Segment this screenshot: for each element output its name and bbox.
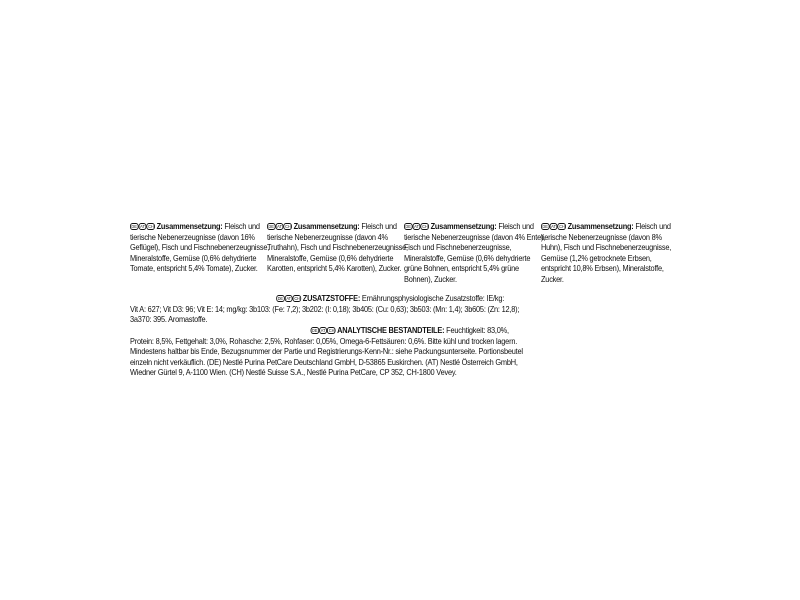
country-code-at: AT (140, 224, 145, 229)
country-code-de: DE (277, 296, 284, 301)
composition-column-4 (541, 221, 680, 285)
country-code-ch: CH (328, 328, 335, 333)
country-code-ch: CH (285, 224, 291, 229)
additives-text-line: Ernährungsphysiologische Zusatzstoffe: IE/kg: (361, 293, 505, 303)
composition-text-line: Fleisch und (224, 221, 260, 231)
composition-heading: Zusammensetzung: (430, 221, 497, 231)
composition-text-line: Zucker. (541, 273, 564, 284)
analytical-text-line: einzeln nicht verkäuflich. (DE) Nestlé Purina PetCare Deutschland GmbH, D-53865 Euskirchen. (AT) Nestlé Österreich GmbH, (130, 356, 518, 367)
country-code-badges (267, 221, 293, 232)
composition-heading: Zusammensetzung: (293, 221, 360, 231)
composition-text-line: Mineralstoffe, Gemüse (0,6% dehydrierte (267, 252, 394, 263)
composition-text-line: Fisch und Fischnebenerzeugnisse, (404, 242, 512, 253)
composition-column-3 (404, 221, 546, 285)
composition-heading: Zusammensetzung: (156, 221, 223, 231)
country-code-at: AT (286, 296, 292, 301)
country-code-badges (130, 221, 156, 232)
composition-text-line: grüne Bohnen, entspricht 5,4% grüne (404, 263, 519, 274)
additives-heading: ZUSATZSTOFFE: (302, 293, 361, 303)
country-code-badges (276, 293, 302, 304)
composition-column-2 (267, 221, 406, 274)
additives-text-line: 3a370: 395. Aromastoffe. (130, 314, 208, 325)
country-code-de: DE (542, 224, 548, 229)
country-code-at: AT (414, 224, 419, 229)
analytical-heading: ANALYTISCHE BESTANDTEILE: (337, 325, 445, 335)
country-code-ch: CH (294, 296, 301, 301)
country-code-de: DE (131, 224, 137, 229)
composition-text-line: tierische Nebenerzeugnisse (davon 8% (541, 231, 662, 242)
composition-text-line: tierische Nebenerzeugnisse (davon 4% Ente), (404, 231, 546, 242)
country-code-at: AT (320, 328, 326, 333)
composition-heading: Zusammensetzung: (567, 221, 634, 231)
country-code-ch: CH (559, 224, 565, 229)
composition-text-line: Karotten, entspricht 5,4% Karotten), Zucker. (267, 263, 402, 274)
composition-text-line: Tomate, entspricht 5,4% Tomate), Zucker. (130, 263, 258, 274)
composition-text-line: Mineralstoffe, Gemüse (0,6% dehydrierte (130, 252, 257, 263)
composition-text-line: Gemüse (1,2% getrocknete Erbsen, (541, 252, 652, 263)
country-code-at: AT (551, 224, 556, 229)
country-code-ch: CH (422, 224, 428, 229)
composition-text-line: Fleisch und (361, 221, 397, 231)
country-code-de: DE (268, 224, 274, 229)
analytical-text-line: Mindestens haltbar bis Ende, Bezugsnummer der Partie und Registrierungs-Kenn-Nr.: siehe Packungsunterseite. Portionsbeutel (130, 346, 523, 357)
composition-text-line: Bohnen), Zucker. (404, 273, 457, 284)
composition-text-line: Fleisch und (635, 221, 671, 231)
composition-text-line: tierische Nebenerzeugnisse (davon 4% (267, 231, 388, 242)
country-code-at: AT (277, 224, 282, 229)
composition-text-line: entspricht 10,8% Erbsen), Mineralstoffe, (541, 263, 664, 274)
composition-text-line: Mineralstoffe, Gemüse (0,6% dehydrierte (404, 252, 531, 263)
country-code-de: DE (405, 224, 411, 229)
composition-text-line: Fleisch und (498, 221, 534, 231)
analytical-text-line: Feuchtigkeit: 83,0%, (446, 325, 509, 335)
composition-text-line: Huhn), Fisch und Fischnebenerzeugnisse, (541, 242, 672, 253)
additives-text-line: Vit A: 627; Vit D3: 96; Vit E: 14; mg/kg: 3b103: (Fe: 7,2); 3b202: (I: 0,18); 3b405: (Cu: 0,63); 3b503: (Mn: 1,4); 3b605: (Zn: 12,8); (130, 303, 520, 314)
composition-column-1 (130, 221, 269, 274)
additives-block (130, 293, 534, 325)
country-code-badges (541, 221, 567, 232)
country-code-de: DE (311, 328, 318, 333)
composition-text-line: Truthahn), Fisch und Fischnebenerzeugnisse, (267, 242, 408, 253)
analytical-text-line: Wiedner Gürtel 9, A-1100 Wien. (CH) Nestlé Suisse S.A., Nestlé Purina PetCare, CP 352, CH-1800 Vevey. (130, 367, 457, 378)
country-code-ch: CH (148, 224, 154, 229)
analytical-text-line: Protein: 8,5%, Fettgehalt: 3,0%, Rohasche: 2,5%, Rohfaser: 0,05%, Omega-6-Fettsäuren: 0,6%. Bitte kühl und trocken lagern. (130, 335, 518, 346)
country-code-badges (311, 325, 337, 336)
composition-text-line: tierische Nebenerzeugnisse (davon 16% (130, 231, 255, 242)
country-code-badges (404, 221, 430, 232)
composition-text-line: Geflügel), Fisch und Fischnebenerzeugnisse, (130, 242, 270, 253)
analytical-constituents-block (130, 325, 534, 378)
